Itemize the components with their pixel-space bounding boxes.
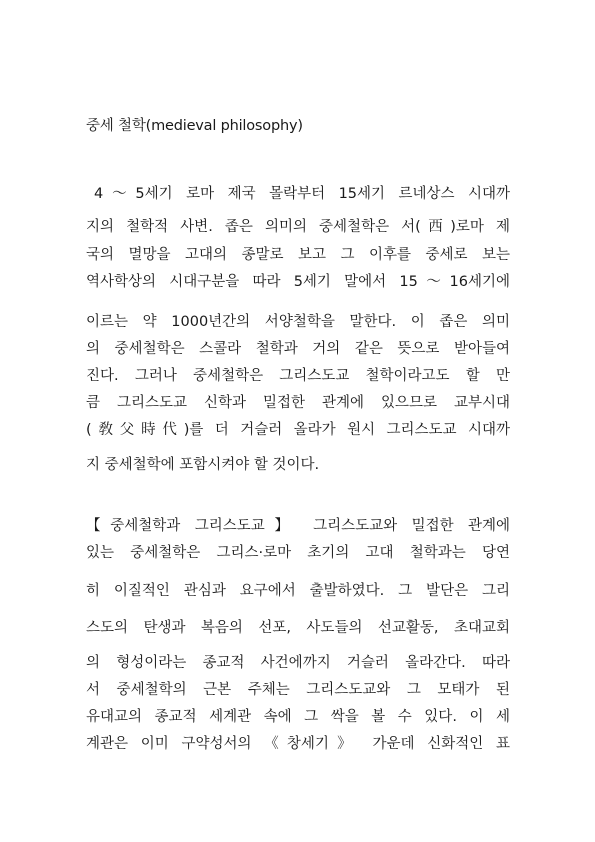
paragraph-1-line: 큼 그리스도교 신학과 밀접한 관계에 있으므로 교부시대 [86, 395, 510, 411]
paragraph-1-line: 지 중세철학에 포함시켜야 할 것이다. [86, 457, 320, 473]
paragraph-2-line: 【중세철학과 그리스도교】 그리스도교와 밀접한 관계에 [86, 518, 510, 534]
paragraph-2-line: 의 형성이라는 종교적 사건에까지 거슬러 올라간다. 따라 [86, 655, 510, 671]
paragraph-1-line: (敎父時代)를 더 거슬러 올라가 원시 그리스도교 시대까 [86, 422, 510, 438]
paragraph-1-line: 4～5세기 로마 제국 몰락부터 15세기 르네상스 시대까 [94, 186, 510, 202]
paragraph-1-line: 진다. 그러나 중세철학은 그리스도교 철학이라고도 할 만 [86, 368, 510, 384]
paragraph-2-line: 있는 중세철학은 그리스·로마 초기의 고대 철학과는 당연 [86, 545, 510, 561]
paragraph-2-line: 스도의 탄생과 복음의 선포, 사도들의 선교활동, 초대교회 [86, 620, 510, 636]
paragraph-2-line: 계관은 이미 구약성서의 《창세기》 가운데 신화적인 표 [86, 736, 510, 752]
paragraph-2-line: 서 중세철학의 근본 주체는 그리스도교와 그 모태가 된 [86, 682, 510, 698]
paragraph-1-line: 역사학상의 시대구분을 따라 5세기 말에서 15～16세기에 [86, 274, 510, 290]
paragraph-1-line: 이르는 약 1000년간의 서양철학을 말한다. 이 좁은 의미 [86, 314, 510, 330]
paragraph-2-line: 히 이질적인 관심과 요구에서 출발하였다. 그 발단은 그리 [86, 583, 510, 599]
paragraph-1-line: 국의 멸망을 고대의 종말로 보고 그 이후를 중세로 보는 [86, 247, 510, 263]
paragraph-2-line: 유대교의 종교적 세계관 속에 그 싹을 볼 수 있다. 이 세 [86, 709, 510, 725]
document-title: 중세 철학(medieval philosophy) [86, 118, 303, 134]
paragraph-1-line: 의 중세철학은 스콜라 철학과 거의 같은 뜻으로 받아들여 [86, 341, 510, 357]
paragraph-1-line: 지의 철학적 사변. 좁은 의미의 중세철학은 서(西)로마 제 [86, 219, 510, 235]
